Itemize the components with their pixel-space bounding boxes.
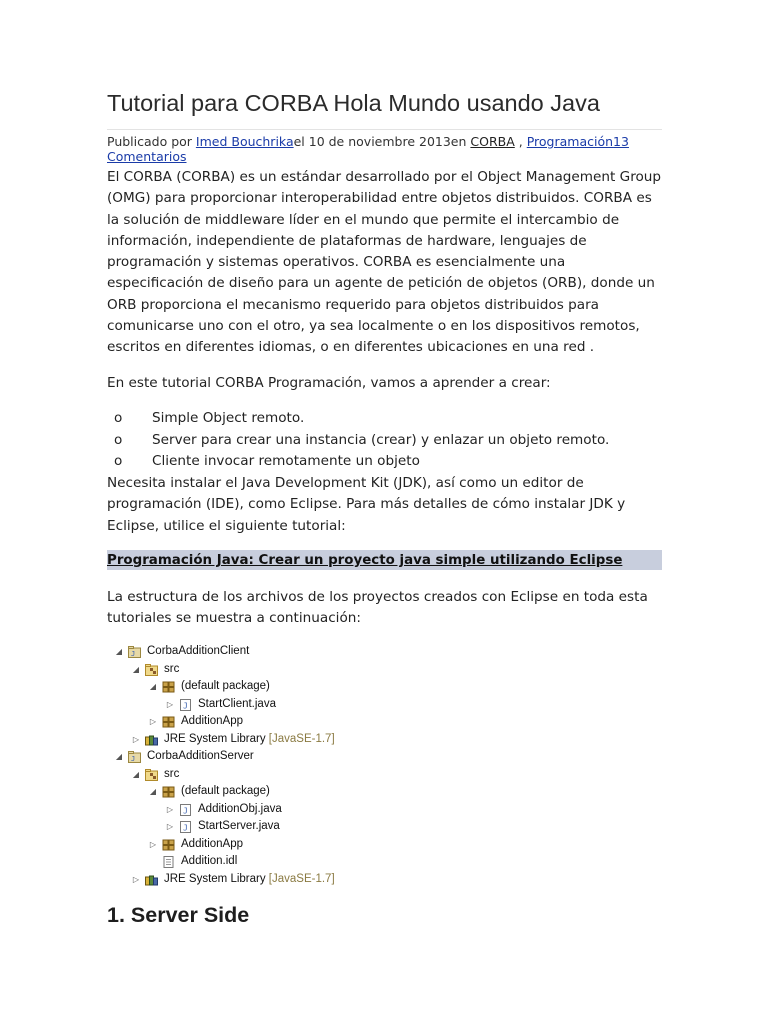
collapse-arrow-icon[interactable]: ◢ <box>115 647 123 656</box>
tree-node-label: JRE System Library [JavaSE-1.7] <box>164 872 335 885</box>
svg-text:J: J <box>131 755 136 763</box>
tree-node[interactable] <box>114 661 354 679</box>
list-item <box>107 408 663 430</box>
post-date: el 10 de noviembre 2013en <box>293 134 471 149</box>
post-meta <box>107 134 662 164</box>
jre-version-label: [JavaSE-1.7] <box>265 872 335 885</box>
library-icon <box>145 874 159 886</box>
collapse-arrow-icon[interactable]: ◢ <box>132 769 140 779</box>
page-title: Tutorial para CORBA Hola Mundo usando Java <box>107 90 600 116</box>
tree-node[interactable] <box>114 853 354 871</box>
jdk-paragraph: Necesita instalar el Java Development Kit (JDK), así como un editor de programación (IDE), como Eclipse. Para más detalles de cómo instalar JDK y Eclipse, utilice el siguiente tutorial: <box>107 475 626 534</box>
tree-node-label: AdditionApp <box>181 837 244 850</box>
expand-arrow-icon[interactable]: ▷ <box>132 734 140 744</box>
tree-node[interactable] <box>114 766 354 784</box>
tree-node-label: CorbaAdditionServer <box>147 750 254 762</box>
structure-paragraph: La estructura de los archivos de los proyectos creados con Eclipse en toda esta tutoriales se muestra a continuación: <box>107 589 648 627</box>
expand-arrow-icon[interactable]: ▷ <box>166 804 174 814</box>
tree-node-label: CorbaAdditionClient <box>147 645 250 657</box>
list-item <box>107 430 663 452</box>
package-icon <box>162 786 176 798</box>
package-icon <box>162 839 176 851</box>
svg-text:J: J <box>183 823 188 833</box>
src-folder-icon <box>145 664 159 676</box>
tree-node[interactable] <box>114 801 354 819</box>
java-file-icon <box>179 821 193 833</box>
published-by-label: Publicado por <box>107 134 196 149</box>
tutorial-paragraph: En este tutorial CORBA Programación, vamos a aprender a crear: <box>107 375 551 391</box>
jre-version-label: [JavaSE-1.7] <box>265 732 335 745</box>
project-explorer-tree <box>114 643 354 888</box>
tree-node[interactable] <box>114 871 354 889</box>
svg-text:J: J <box>131 650 136 658</box>
category-link-corba[interactable]: CORBA <box>470 134 515 149</box>
expand-arrow-icon[interactable]: ▷ <box>166 699 174 709</box>
tree-node[interactable] <box>114 713 354 731</box>
tree-node[interactable] <box>114 783 354 801</box>
package-icon <box>162 716 176 728</box>
list-item-text: Server para crear una instancia (crear) y enlazar un objeto remoto. <box>152 431 610 448</box>
list-item <box>107 451 663 473</box>
bullet-marker: o <box>114 431 123 448</box>
tree-node-label: src <box>164 767 180 780</box>
tree-node[interactable] <box>114 678 354 696</box>
collapse-arrow-icon[interactable]: ◢ <box>149 682 157 691</box>
project-icon <box>128 646 142 658</box>
bullet-marker: o <box>114 453 123 469</box>
tree-node-label: (default package) <box>181 680 270 692</box>
package-icon <box>162 681 176 693</box>
tree-node-label: StartClient.java <box>198 697 276 710</box>
tree-node-label: src <box>164 662 180 675</box>
tree-node[interactable] <box>114 731 354 749</box>
comments-link[interactable]: 13 Comentarios <box>107 134 629 164</box>
list-item-text: Simple Object remoto. <box>152 410 305 426</box>
tree-node-label: AdditionApp <box>181 715 244 727</box>
tree-node-label: (default package) <box>181 785 270 797</box>
collapse-arrow-icon[interactable]: ◢ <box>115 752 123 761</box>
tree-node-label: Addition.idl <box>181 855 238 867</box>
learning-list <box>107 408 663 473</box>
expand-arrow-icon[interactable]: ▷ <box>149 839 157 849</box>
expand-arrow-icon[interactable]: ▷ <box>166 822 174 831</box>
tree-node[interactable] <box>114 836 354 854</box>
tree-node[interactable] <box>114 696 354 714</box>
tree-node-label: AdditionObj.java <box>198 802 282 815</box>
tree-node[interactable] <box>114 818 354 836</box>
tree-node[interactable] <box>114 643 354 661</box>
list-item-text: Cliente invocar remotamente un objeto <box>152 453 420 469</box>
expand-arrow-icon[interactable]: ▷ <box>149 717 157 726</box>
intro-paragraph: El CORBA (CORBA) es un estándar desarrollado por el Object Management Group (OMG) para proporcionar interoperabilidad entre objetos distribuidos. CORBA es la solución de middleware líder en el mundo que permite el intercambio de información, independiente de plataformas de hardware, lenguajes de programación y sistemas operativos. CORBA es esencialmente una especificación de diseño para un agente de petición de objetos (ORB), donde un ORB proporciona el mecanismo requerido para objetos distribuidos para comunicarse uno con el otro, ya sea localmente o en los dispositivos remotos, escritos en diferentes idiomas, o en diferentes ubicaciones en una red . <box>107 169 662 356</box>
title-divider <box>107 129 662 130</box>
idl-file-icon <box>162 856 176 868</box>
svg-text:J: J <box>183 701 188 710</box>
project-icon <box>128 751 142 763</box>
tree-node-label: StartServer.java <box>198 820 280 832</box>
library-icon <box>145 734 159 746</box>
java-file-icon <box>179 804 193 816</box>
tree-node[interactable] <box>114 748 354 766</box>
eclipse-tutorial-link[interactable]: Programación Java: Crear un proyecto java simple utilizando Eclipse <box>107 550 662 570</box>
bullet-marker: o <box>114 410 123 426</box>
category-link-programacion[interactable]: Programación <box>526 134 614 149</box>
section-heading: 1. Server Side <box>107 903 250 927</box>
svg-text:J: J <box>183 806 188 815</box>
collapse-arrow-icon[interactable]: ◢ <box>132 664 140 674</box>
author-link[interactable]: Imed Bouchrika <box>195 134 294 149</box>
src-folder-icon <box>145 769 159 781</box>
category-separator: , <box>514 134 527 149</box>
expand-arrow-icon[interactable]: ▷ <box>132 874 140 884</box>
java-file-icon <box>179 699 193 711</box>
tree-node-label: JRE System Library [JavaSE-1.7] <box>164 732 335 745</box>
collapse-arrow-icon[interactable]: ◢ <box>149 787 157 796</box>
